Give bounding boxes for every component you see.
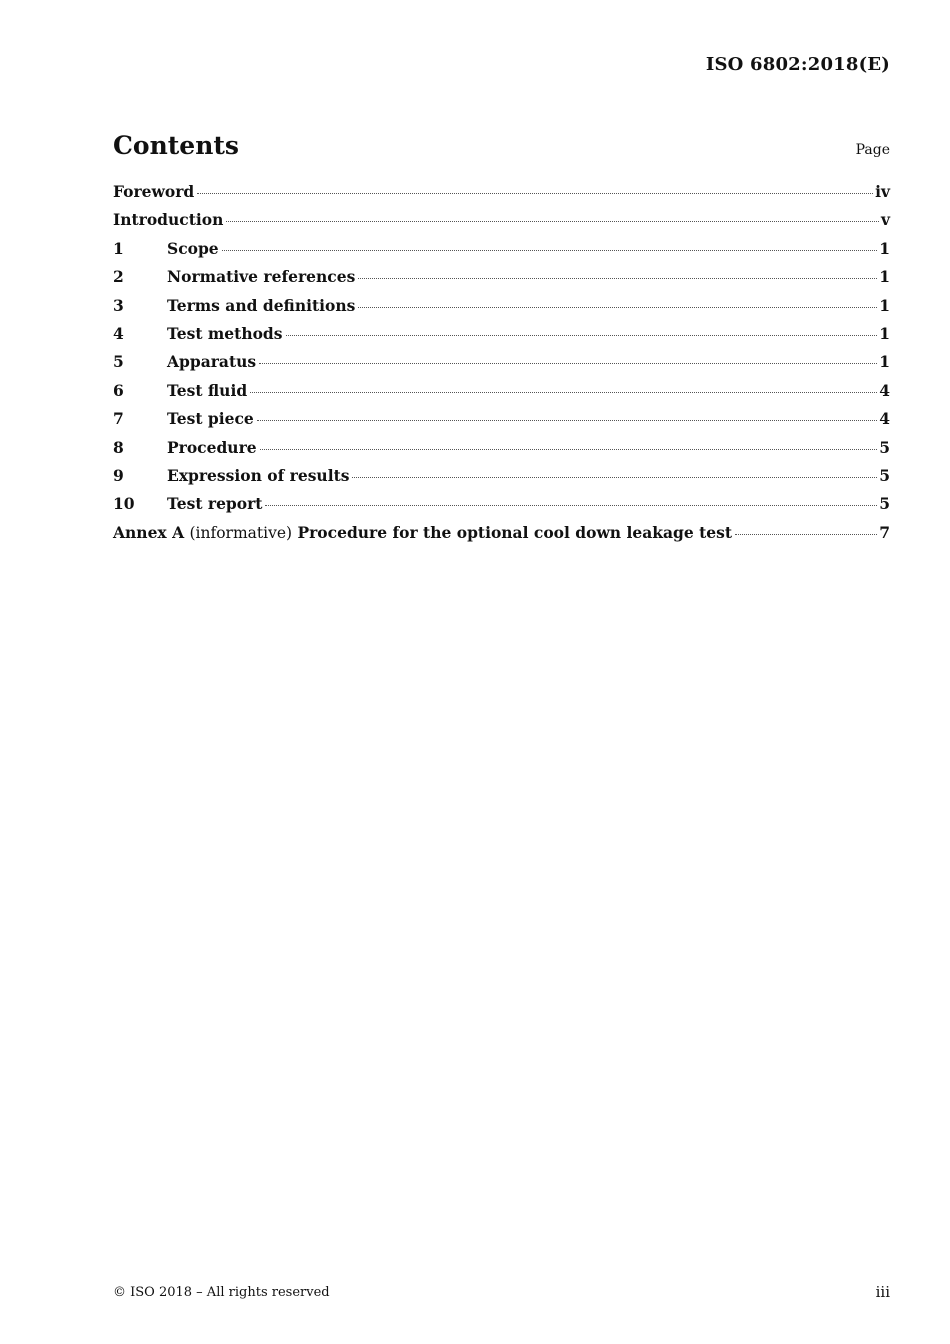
dot-leader bbox=[259, 363, 877, 364]
toc-entry-number: 8 bbox=[113, 437, 124, 457]
toc-entry-procedure[interactable] bbox=[113, 438, 890, 466]
toc-entry-title: Procedure bbox=[167, 437, 257, 457]
toc-entry-page: 7 bbox=[879, 522, 890, 542]
toc-entry-scope[interactable] bbox=[113, 239, 890, 267]
toc-entry-number: 3 bbox=[113, 295, 124, 315]
toc-entry-expression-of-results[interactable] bbox=[113, 466, 890, 494]
toc-entry-page: 5 bbox=[879, 465, 890, 485]
toc-entry-title: Test fluid bbox=[167, 380, 248, 400]
toc-entry-title: Test piece bbox=[167, 409, 254, 429]
toc-entry-introduction[interactable] bbox=[113, 210, 890, 238]
toc-entry-title: Scope bbox=[167, 238, 219, 258]
toc-entry-number: 7 bbox=[113, 409, 124, 429]
dot-leader bbox=[358, 278, 877, 279]
toc-entry-number: 6 bbox=[113, 380, 124, 400]
dot-leader bbox=[286, 335, 878, 336]
dot-leader bbox=[257, 420, 877, 421]
toc-entry-title: Terms and definitions bbox=[167, 295, 356, 315]
toc-entry-test-piece[interactable] bbox=[113, 409, 890, 437]
dot-leader bbox=[735, 534, 877, 535]
toc-entry-title: Test methods bbox=[167, 323, 283, 343]
toc-entry-title: Normative references bbox=[167, 267, 356, 287]
copyright-notice: © ISO 2018 – All rights reserved bbox=[113, 1285, 330, 1300]
toc-entry-test-report[interactable] bbox=[113, 494, 890, 522]
toc-entry-test-fluid[interactable] bbox=[113, 381, 890, 409]
toc-entry-page: 5 bbox=[879, 494, 890, 514]
toc-annex-heading bbox=[113, 523, 732, 542]
toc-entry-annex-a[interactable] bbox=[113, 523, 890, 551]
toc-entry-page: 1 bbox=[879, 323, 890, 343]
toc-entry-apparatus[interactable] bbox=[113, 352, 890, 380]
toc-entry-page: 1 bbox=[879, 267, 890, 287]
dot-leader bbox=[358, 307, 877, 308]
toc-entry-number: 9 bbox=[113, 465, 124, 485]
toc-entry-number: 10 bbox=[113, 494, 135, 514]
toc-entry-page: v bbox=[880, 210, 890, 230]
toc-entry-page: 4 bbox=[879, 380, 890, 400]
dot-leader bbox=[352, 477, 877, 478]
toc-entry-page: 4 bbox=[879, 409, 890, 429]
annex-kind: (informative) bbox=[189, 523, 293, 542]
page-number: iii bbox=[875, 1283, 890, 1301]
toc-entry-number: 5 bbox=[113, 352, 124, 372]
toc-entry-test-methods[interactable] bbox=[113, 324, 890, 352]
table-of-contents bbox=[113, 182, 890, 551]
toc-entry-page: 1 bbox=[879, 238, 890, 258]
toc-entry-page: 1 bbox=[879, 295, 890, 315]
toc-entry-terms-and-definitions[interactable] bbox=[113, 296, 890, 324]
dot-leader bbox=[226, 221, 879, 222]
dot-leader bbox=[260, 449, 878, 450]
toc-entry-page: 1 bbox=[879, 352, 890, 372]
toc-entry-normative-references[interactable] bbox=[113, 267, 890, 295]
toc-entry-title: Apparatus bbox=[167, 352, 257, 372]
toc-entry-title: Introduction bbox=[113, 210, 224, 230]
dot-leader bbox=[197, 193, 873, 194]
toc-entry-title: Expression of results bbox=[167, 465, 350, 485]
toc-entry-number: 2 bbox=[113, 267, 124, 287]
toc-entry-title: Test report bbox=[167, 494, 263, 514]
document-identifier: ISO 6802:2018(E) bbox=[705, 54, 890, 75]
toc-entry-foreword[interactable] bbox=[113, 182, 890, 210]
dot-leader bbox=[265, 505, 877, 506]
dot-leader bbox=[222, 250, 878, 251]
toc-entry-page: 5 bbox=[879, 437, 890, 457]
toc-entry-number: 1 bbox=[113, 238, 124, 258]
page-column-label: Page bbox=[855, 142, 890, 158]
contents-heading: Contents bbox=[113, 131, 240, 160]
toc-entry-page: iv bbox=[875, 182, 890, 201]
annex-title: Procedure for the optional cool down leakage test bbox=[297, 522, 733, 542]
toc-entry-number: 4 bbox=[113, 323, 124, 343]
annex-label: Annex A bbox=[113, 522, 185, 542]
dot-leader bbox=[250, 392, 877, 393]
toc-entry-title: Foreword bbox=[113, 182, 195, 201]
